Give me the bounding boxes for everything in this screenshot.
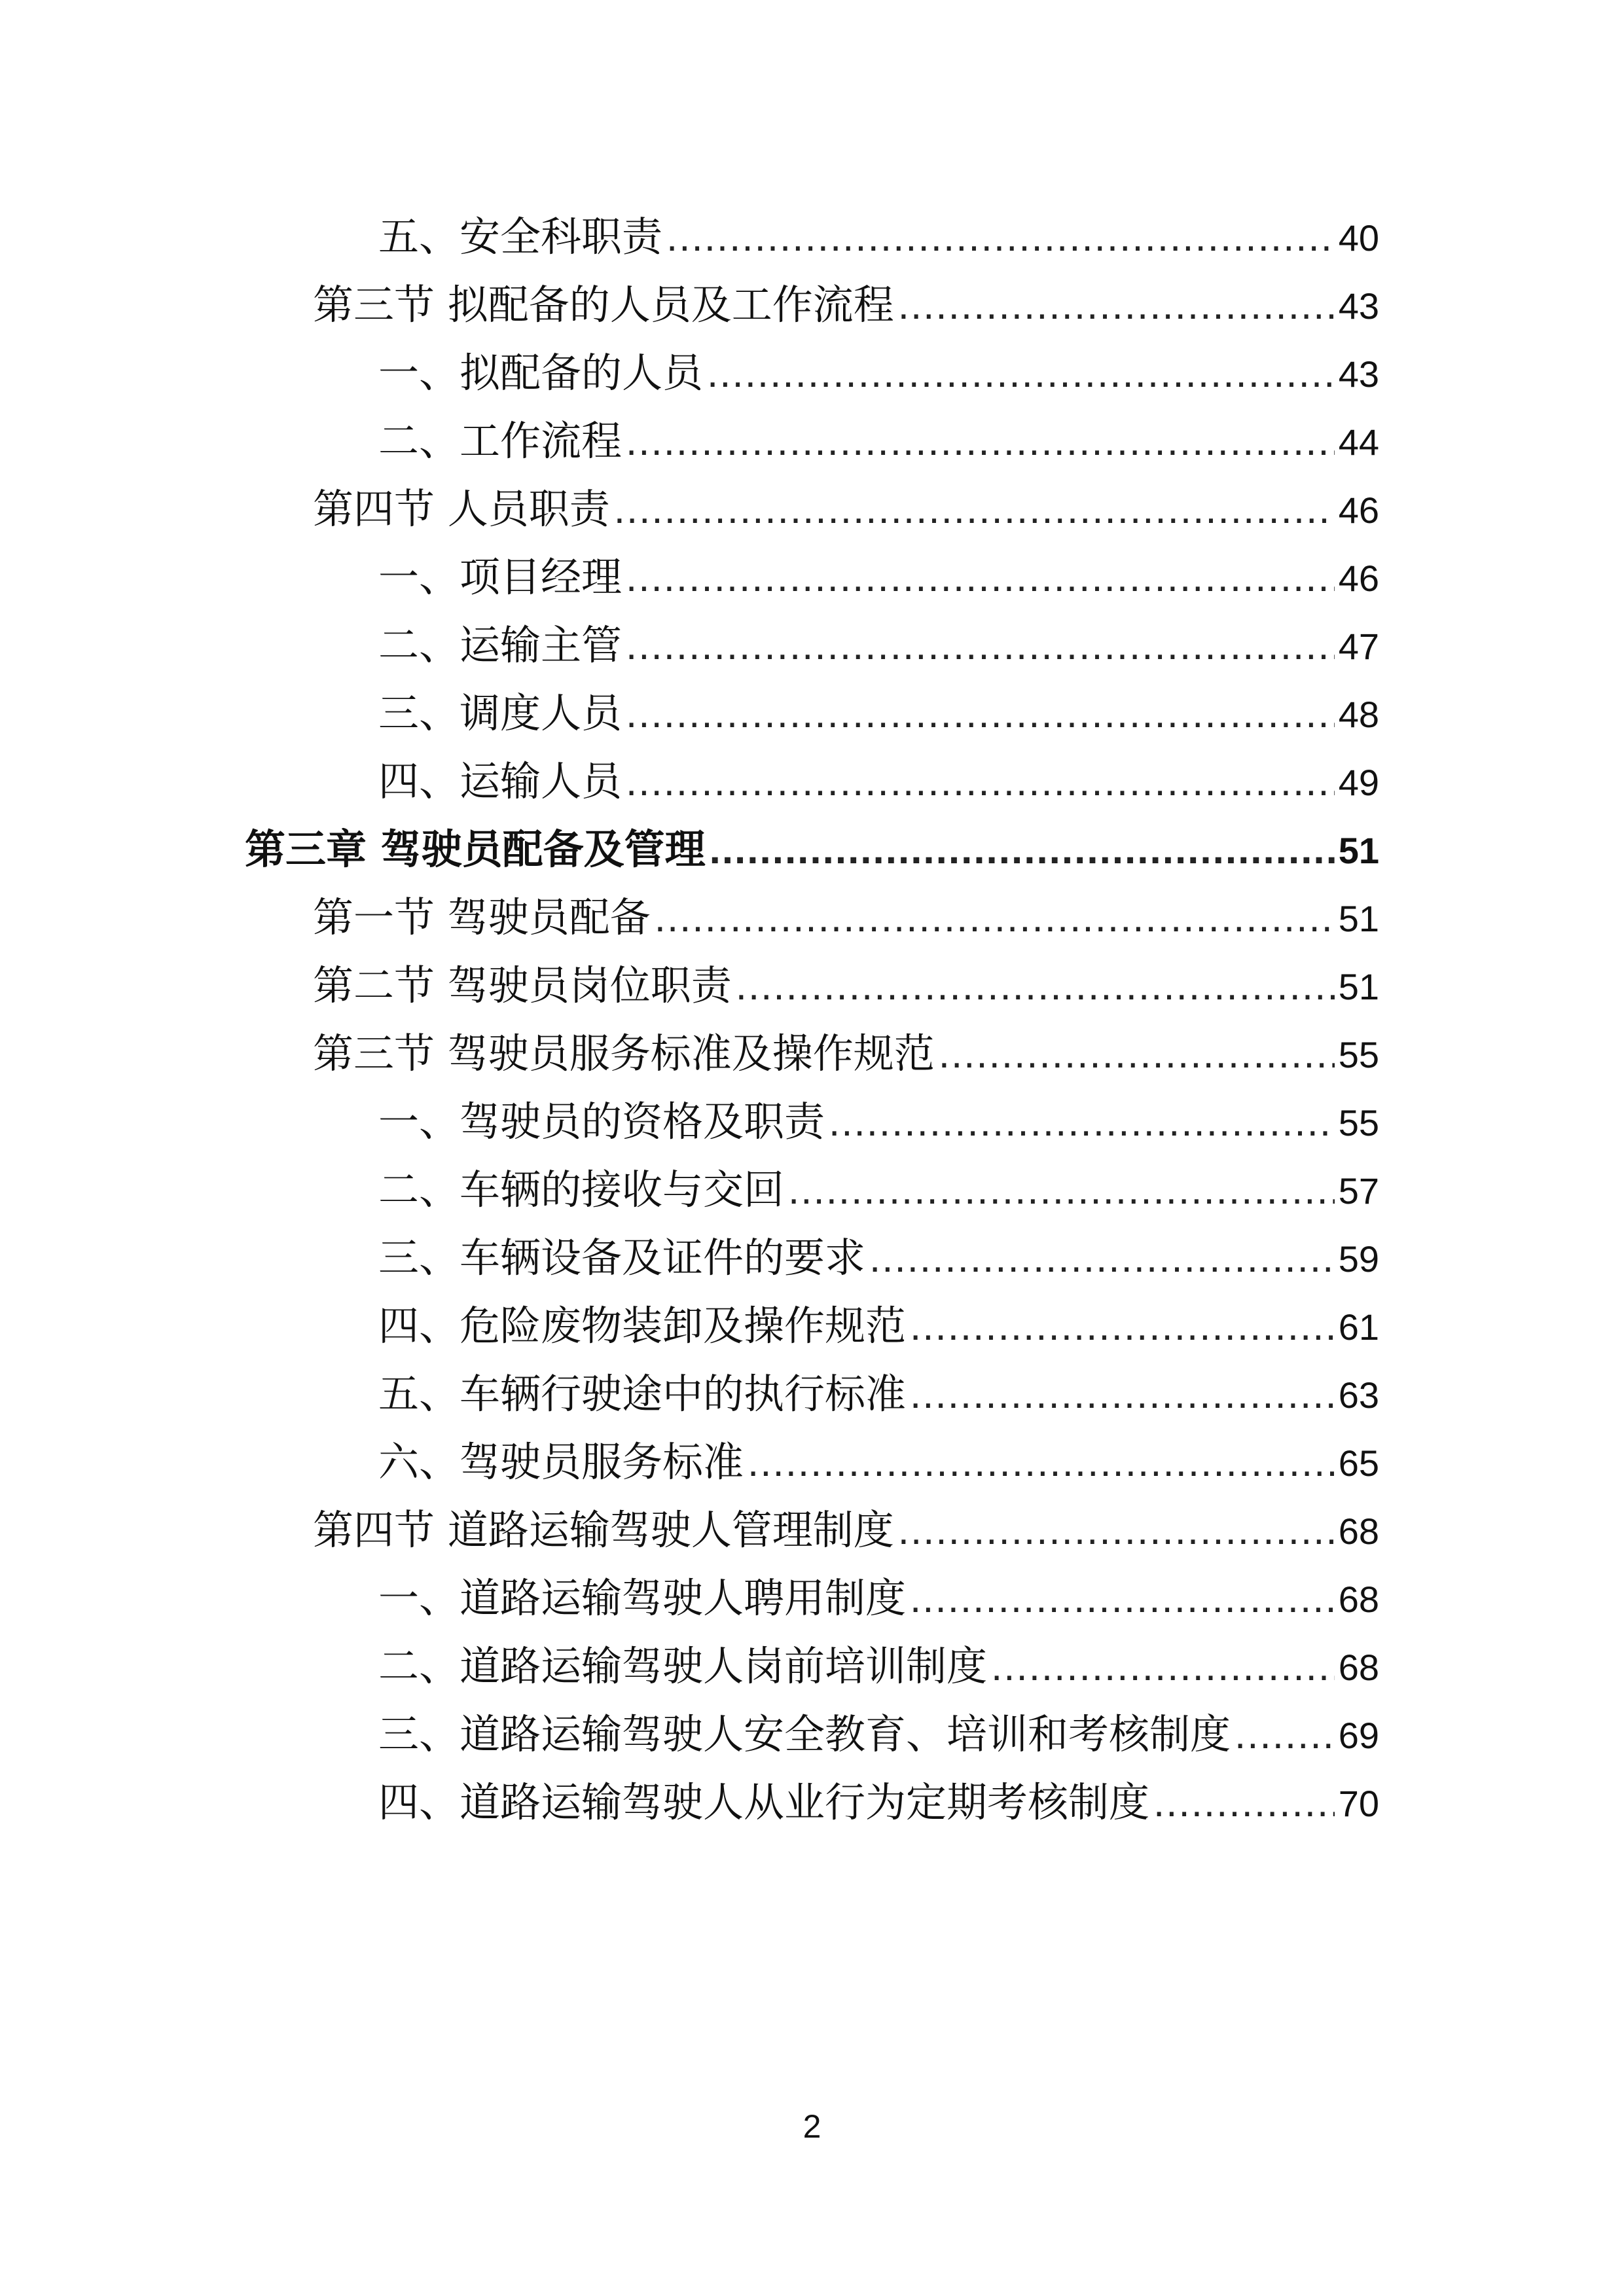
toc-dot-leader: [736, 954, 1335, 1019]
toc-entry-page: 51: [1338, 898, 1379, 939]
toc-entry-title: 第三节 拟配备的人员及工作流程: [313, 281, 894, 329]
toc-entry-title: 四、运输人员: [378, 757, 623, 805]
toc-entry-page: 46: [1338, 558, 1379, 599]
toc-entry-title: 五、车辆行驶途中的执行标准: [378, 1370, 907, 1418]
toc-dot-leader: [910, 1294, 1335, 1359]
toc-dot-leader: [655, 886, 1335, 951]
toc-chapter-entry[interactable]: [245, 817, 1379, 882]
toc-entry-page: 55: [1338, 1102, 1379, 1143]
toc-entry[interactable]: [313, 476, 1379, 542]
toc-entry[interactable]: [378, 1634, 1379, 1699]
toc-entry[interactable]: [378, 1702, 1379, 1767]
toc-entry-page: 48: [1338, 694, 1379, 735]
toc-dot-leader: [614, 477, 1335, 543]
toc-entry-title: 第四节 人员职责: [313, 485, 610, 533]
toc-entry[interactable]: [378, 613, 1379, 678]
toc-entry-page: 43: [1338, 353, 1379, 395]
toc-entry-page: 68: [1338, 1579, 1379, 1620]
toc-dot-leader: [898, 273, 1335, 338]
toc-dot-leader: [939, 1022, 1335, 1087]
toc-dot-leader: [829, 1090, 1335, 1155]
toc-dot-leader: [626, 409, 1335, 475]
toc-entry-page: 43: [1338, 285, 1379, 327]
toc-entry[interactable]: [378, 1429, 1379, 1495]
toc-entry[interactable]: [378, 749, 1379, 814]
toc-entry[interactable]: [313, 1021, 1379, 1086]
toc-dot-leader: [898, 1498, 1335, 1564]
toc-entry[interactable]: [378, 681, 1379, 746]
toc-entry-page: 49: [1338, 762, 1379, 803]
toc-entry[interactable]: [378, 1293, 1379, 1359]
toc-entry-page: 61: [1338, 1306, 1379, 1348]
toc-entry-page: 68: [1338, 1647, 1379, 1688]
toc-dot-leader: [1235, 1702, 1335, 1768]
toc-entry-title: 第三章 驾驶员配备及管理: [245, 825, 706, 873]
toc-entry-page: 46: [1338, 490, 1379, 531]
toc-entry-title: 二、道路运输驾驶人岗前培训制度: [378, 1642, 988, 1690]
toc-entry-page: 51: [1338, 966, 1379, 1007]
toc-entry-title: 四、危险废物装卸及操作规范: [378, 1302, 907, 1350]
toc-dot-leader: [626, 681, 1335, 747]
toc-entry-title: 二、工作流程: [378, 417, 623, 465]
toc-entry[interactable]: [313, 953, 1379, 1018]
toc-dot-leader: [707, 341, 1335, 406]
toc-entry-title: 第四节 道路运输驾驶人管理制度: [313, 1506, 894, 1554]
toc-dot-leader: [910, 1566, 1335, 1632]
toc-entry[interactable]: [313, 272, 1379, 338]
toc-entry-title: 六、驾驶员服务标准: [378, 1438, 744, 1486]
toc-entry-title: 三、调度人员: [378, 689, 623, 737]
toc-dot-leader: [869, 1226, 1335, 1291]
toc-entry-title: 二、运输主管: [378, 621, 623, 669]
toc-entry-title: 一、道路运输驾驶人聘用制度: [378, 1574, 907, 1622]
toc-dot-leader: [910, 1362, 1335, 1427]
toc-entry[interactable]: [378, 1089, 1379, 1155]
toc-entry-title: 第三节 驾驶员服务标准及操作规范: [313, 1030, 935, 1077]
toc-entry[interactable]: [378, 545, 1379, 610]
toc-entry-title: 三、道路运输驾驶人安全教育、培训和考核制度: [378, 1710, 1231, 1758]
toc-entry[interactable]: [378, 204, 1379, 270]
toc-entry-page: 68: [1338, 1511, 1379, 1552]
toc-entry[interactable]: [378, 1225, 1379, 1291]
toc-entry-title: 二、车辆的接收与交回: [378, 1166, 785, 1213]
toc-entry-title: 四、道路运输驾驶人从业行为定期考核制度: [378, 1778, 1150, 1826]
toc-dot-leader: [991, 1634, 1335, 1700]
toc-dot-leader: [626, 545, 1335, 611]
toc-entry-title: 一、驾驶员的资格及职责: [378, 1098, 825, 1145]
toc-entry-title: 三、车辆设备及证件的要求: [378, 1234, 866, 1282]
toc-dot-leader: [710, 817, 1335, 883]
toc-entry-page: 63: [1338, 1374, 1379, 1416]
toc-dot-leader: [748, 1430, 1335, 1496]
toc-entry[interactable]: [378, 1770, 1379, 1835]
page-number: 2: [803, 2108, 821, 2145]
toc-dot-leader: [626, 749, 1335, 815]
toc-dot-leader: [666, 205, 1335, 270]
toc-entry-page: 65: [1338, 1443, 1379, 1484]
toc-entry-page: 70: [1338, 1783, 1379, 1824]
toc-entry[interactable]: [378, 1566, 1379, 1631]
toc-entry-page: 55: [1338, 1034, 1379, 1075]
toc-entry[interactable]: [313, 885, 1379, 950]
toc-entry-title: 五、安全科职责: [378, 213, 663, 260]
toc-entry-page: 44: [1338, 422, 1379, 463]
toc-entry-title: 一、项目经理: [378, 553, 623, 601]
toc-entry-page: 57: [1338, 1170, 1379, 1211]
toc-entry-title: 一、拟配备的人员: [378, 349, 704, 397]
toc-dot-leader: [626, 613, 1335, 679]
toc-entry[interactable]: [378, 340, 1379, 406]
toc-entry-title: 第二节 驾驶员岗位职责: [313, 961, 732, 1009]
toc-entry-page: 59: [1338, 1238, 1379, 1280]
toc-entry-page: 47: [1338, 626, 1379, 667]
toc-entry[interactable]: [378, 1157, 1379, 1223]
toc-entry[interactable]: [378, 1361, 1379, 1427]
toc-dot-leader: [1153, 1770, 1335, 1836]
toc-entry-title: 第一节 驾驶员配备: [313, 893, 651, 941]
toc-entry[interactable]: [378, 408, 1379, 474]
toc-entry-page: 40: [1338, 217, 1379, 259]
toc-dot-leader: [788, 1158, 1335, 1223]
toc-entry[interactable]: [313, 1498, 1379, 1563]
toc-entry-page: 51: [1338, 830, 1379, 871]
toc-entry-page: 69: [1338, 1715, 1379, 1756]
